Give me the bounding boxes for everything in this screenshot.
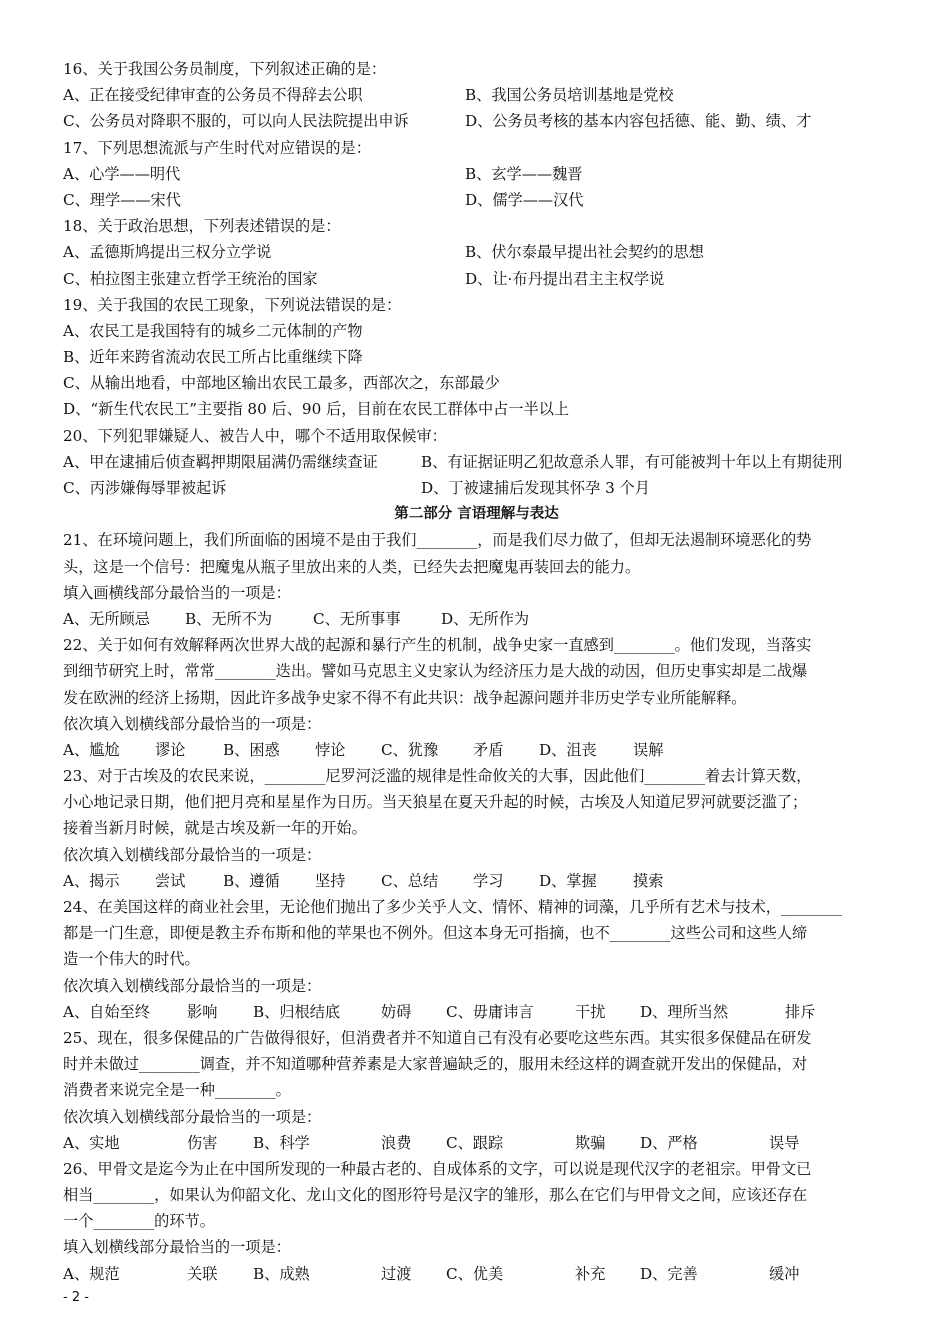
- q17-row2: [63, 187, 890, 213]
- q17-option-c: C、理学——宋代: [63, 190, 181, 209]
- q18-option-b: B、伏尔泰最早提出社会契约的思想: [465, 243, 704, 262]
- q19-option-a: A、农民工是我国特有的城乡二元体制的产物: [63, 321, 363, 340]
- q26-option-c: C、优美: [446, 1264, 504, 1283]
- q24-options: [63, 999, 890, 1025]
- q24-option-b: B、归根结底: [253, 1002, 341, 1021]
- q16-row1: [63, 82, 890, 108]
- q25-option-b-word2: 浪费: [381, 1133, 412, 1152]
- q18-stem: 18、关于政治思想，下列表述错误的是：: [63, 217, 341, 236]
- q22-option-b: B、困惑: [223, 740, 280, 759]
- q17-stem: 17、下列思想流派与产生时代对应错误的是：: [63, 138, 371, 157]
- q23-option-b: B、遵循: [223, 871, 280, 890]
- q22-option-c-word2: 矛盾: [473, 740, 504, 759]
- q23-line: 接着当新月时候，就是古埃及新一年的开始。: [63, 819, 367, 838]
- q21-option-c: C、无所事事: [313, 609, 401, 628]
- q23-option-a: A、揭示: [63, 871, 120, 890]
- q25-option-d: D、严格: [640, 1133, 698, 1152]
- q16-option-a: A、正在接受纪律审查的公务员不得辞去公职: [63, 86, 363, 105]
- q22-line: 22、关于如何有效解释两次世界大战的起源和暴行产生的机制，战争史家一直感到________。他们发现，当落实: [63, 636, 812, 655]
- q23-line: 23、对于古埃及的农民来说，________尼罗河泛滥的规律是性命攸关的大事，因此他们________着去计算天数，: [63, 767, 812, 786]
- q24-option-a: A、自始至终: [63, 1002, 150, 1021]
- q23-option-a-word2: 尝试: [155, 871, 186, 890]
- q26-option-d-word2: 缓冲: [769, 1264, 800, 1283]
- q18-row2: [63, 266, 890, 292]
- q16-row2: [63, 108, 890, 134]
- q24-option-d: D、理所当然: [640, 1002, 729, 1021]
- q21-prompt: 填入画横线部分最恰当的一项是：: [63, 583, 291, 602]
- q20-row1: [63, 449, 890, 475]
- q25-options: [63, 1130, 890, 1156]
- q23-option-d: D、掌握: [539, 871, 597, 890]
- q16-option-d: D、公务员考核的基本内容包括德、能、勤、绩、才: [465, 112, 812, 131]
- q24-option-c: C、毋庸讳言: [446, 1002, 534, 1021]
- q23-line: 小心地记录日期，他们把月亮和星星作为日历。当天狼星在夏天升起的时候，古埃及人知道尼罗河就要泛滥了；: [63, 793, 808, 812]
- q22-line: 发在欧洲的经济上扬期，因此许多战争史家不得不有此共识：战争起源问题并非历史学专业所能解释。: [63, 688, 747, 707]
- q26-option-d: D、完善: [640, 1264, 698, 1283]
- q24-prompt: 依次填入划横线部分最恰当的一项是：: [63, 976, 322, 995]
- q24-line: 都是一门生意，即便是教主乔布斯和他的苹果也不例外。但这本身无可指摘，也不________这些公司和这些人缔: [63, 924, 808, 943]
- q23-option-c: C、总结: [381, 871, 439, 890]
- q26-options: [63, 1261, 890, 1287]
- q21-option-a: A、无所顾忌: [63, 609, 150, 628]
- q26-option-c-word2: 补充: [575, 1264, 606, 1283]
- q24-option-c-word2: 干扰: [575, 1002, 606, 1021]
- q25-prompt: 依次填入划横线部分最恰当的一项是：: [63, 1107, 322, 1126]
- q17-option-d: D、儒学——汉代: [465, 190, 584, 209]
- q17-row1: [63, 161, 890, 187]
- q21-option-b: B、无所不为: [185, 609, 273, 628]
- q26-option-b: B、成熟: [253, 1264, 310, 1283]
- q23-prompt: 依次填入划横线部分最恰当的一项是：: [63, 845, 322, 864]
- q24-option-b-word2: 妨碍: [381, 1002, 412, 1021]
- q21-option-d: D、无所作为: [441, 609, 530, 628]
- q20-stem: 20、下列犯罪嫌疑人、被告人中，哪个不适用取保候审：: [63, 426, 447, 445]
- q16-option-b: B、我国公务员培训基地是党校: [465, 86, 674, 105]
- q25-option-a: A、实地: [63, 1133, 120, 1152]
- q26-option-a-word2: 关联: [187, 1264, 218, 1283]
- q21-line: 头，这是一个信号：把魔鬼从瓶子里放出来的人类，已经失去把魔鬼再装回去的能力。: [63, 557, 641, 576]
- q24-line: 造一个伟大的时代。: [63, 950, 200, 969]
- q19-option-d: D、“新生代农民工”主要指 80 后、90 后，目前在农民工群体中占一半以上: [63, 400, 570, 419]
- q24-option-a-word2: 影响: [187, 1002, 218, 1021]
- q16-stem: 16、关于我国公务员制度，下列叙述正确的是：: [63, 60, 387, 78]
- q22-options: [63, 737, 890, 763]
- q20-row2: [63, 475, 890, 501]
- q16-option-c: C、公务员对降职不服的，可以向人民法院提出申诉: [63, 112, 409, 131]
- q21-line: 21、在环境问题上，我们所面临的困境不是由于我们________，而是我们尽力做了，但却无法遏制环境恶化的势: [63, 531, 812, 550]
- q26-line: 26、甲骨文是迄今为止在中国所发现的一种最古老的、自成体系的文字，可以说是现代汉字的老祖宗。甲骨文已: [63, 1159, 812, 1178]
- q25-option-a-word2: 伤害: [187, 1133, 218, 1152]
- q22-option-b-word2: 悖论: [315, 740, 346, 759]
- q23-option-b-word2: 坚持: [315, 871, 346, 890]
- q19-option-b: B、近年来跨省流动农民工所占比重继续下降: [63, 348, 363, 367]
- q22-option-d-word2: 误解: [633, 740, 664, 759]
- q25-line: 消费者来说完全是一种________。: [63, 1081, 291, 1100]
- page-number: - 2 -: [63, 1290, 89, 1305]
- q22-option-d: D、沮丧: [539, 740, 597, 759]
- q18-option-a: A、孟德斯鸠提出三权分立学说: [63, 243, 272, 262]
- q18-option-c: C、柏拉图主张建立哲学王统治的国家: [63, 269, 318, 288]
- q23-option-c-word2: 学习: [473, 871, 504, 890]
- q22-line: 到细节研究上时，常常________迭出。譬如马克思主义史家认为经济压力是大战的动因，但历史事实却是二战爆: [63, 662, 808, 681]
- q19-stem: 19、关于我国的农民工现象，下列说法错误的是：: [63, 295, 402, 314]
- q26-line: 相当________，如果认为仰韶文化、龙山文化的图形符号是汉字的雏形，那么在它们与甲骨文之间，应该还存在: [63, 1186, 808, 1205]
- q26-line: 一个________的环节。: [63, 1212, 215, 1231]
- q25-option-c: C、跟踪: [446, 1133, 504, 1152]
- q22-prompt: 依次填入划横线部分最恰当的一项是：: [63, 714, 322, 733]
- q25-option-d-word2: 误导: [769, 1133, 800, 1152]
- q23-option-d-word2: 摸索: [633, 871, 664, 890]
- q18-row1: [63, 239, 890, 265]
- q23-options: [63, 868, 890, 894]
- q24-line: 24、在美国这样的商业社会里，无论他们抛出了多少关乎人文、情怀、精神的词藻，几乎所有艺术与技术，________: [63, 898, 842, 916]
- q26-option-a: A、规范: [63, 1264, 120, 1283]
- q25-line: 25、现在，很多保健品的广告做得很好，但消费者并不知道自己有没有必要吃这些东西。其实很多保健品在研发: [63, 1028, 812, 1047]
- q19-option-c: C、从输出地看，中部地区输出农民工最多，西部次之，东部最少: [63, 374, 500, 393]
- q22-option-a: A、尴尬: [63, 740, 120, 759]
- q20-option-d: D、丁被逮捕后发现其怀孕 3 个月: [421, 479, 650, 497]
- exam-page: [63, 56, 890, 1287]
- q20-option-b: B、有证据证明乙犯故意杀人罪，有可能被判十年以上有期徒刑: [421, 452, 843, 471]
- q21-options: [63, 606, 890, 632]
- q20-option-a: A、甲在逮捕后侦查羁押期限届满仍需继续查证: [63, 452, 378, 471]
- q25-option-c-word2: 欺骗: [575, 1133, 606, 1152]
- q17-option-b: B、玄学——魏晋: [465, 164, 583, 183]
- q20-option-c: C、丙涉嫌侮辱罪被起诉: [63, 479, 227, 497]
- q17-option-a: A、心学——明代: [63, 164, 181, 183]
- q18-option-d: D、让·布丹提出君主主权学说: [465, 269, 665, 288]
- q22-option-c: C、犹豫: [381, 740, 439, 759]
- q24-option-d-word2: 排斥: [785, 1002, 816, 1021]
- q25-line: 时并未做过________调查，并不知道哪种营养素是大家普遍缺乏的，服用未经这样的调查就开发出的保健品，对: [63, 1055, 808, 1074]
- q26-option-b-word2: 过渡: [381, 1264, 412, 1283]
- q25-option-b: B、科学: [253, 1133, 310, 1152]
- section-heading: 第二部分 言语理解与表达: [394, 506, 559, 523]
- q22-option-a-word2: 谬论: [155, 740, 186, 759]
- q26-prompt: 填入划横线部分最恰当的一项是：: [63, 1238, 291, 1257]
